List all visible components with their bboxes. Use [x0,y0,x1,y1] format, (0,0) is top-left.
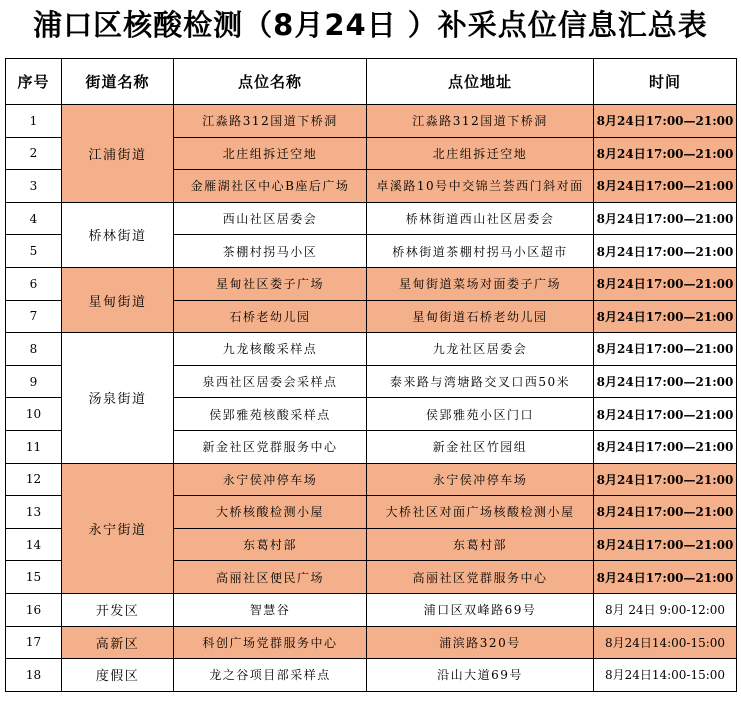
header-time: 时间 [594,59,737,105]
seq-cell: 13 [6,496,62,529]
point-name-cell: 石桥老幼儿园 [174,300,367,333]
point-name-cell: 金雁湖社区中心B座后广场 [174,170,367,203]
point-address-cell: 大桥社区对面广场核酸检测小屋 [367,496,594,529]
seq-cell: 16 [6,593,62,626]
point-address-cell: 卓溪路10号中交锦兰荟西门斜对面 [367,170,594,203]
point-name-cell: 大桥核酸检测小屋 [174,496,367,529]
point-name-cell: 高丽社区便民广场 [174,561,367,594]
street-cell: 桥林街道 [62,202,174,267]
point-name-cell: 新金社区党群服务中心 [174,430,367,463]
seq-cell: 8 [6,333,62,366]
point-name-cell: 智慧谷 [174,593,367,626]
table-row [6,267,737,300]
time-cell: 8月 24日 9:00-12:00 [594,593,737,626]
time-cell: 8月24日17:00—21:00 [594,202,737,235]
header-point-address: 点位地址 [367,59,594,105]
time-cell: 8月24日17:00—21:00 [594,170,737,203]
point-address-cell: 桥林街道西山社区居委会 [367,202,594,235]
point-address-cell: 浦滨路320号 [367,626,594,659]
street-cell: 高新区 [62,626,174,659]
point-name-cell: 侯郢雅苑核酸采样点 [174,398,367,431]
street-cell: 开发区 [62,593,174,626]
street-cell: 星甸街道 [62,267,174,332]
point-name-cell: 江淼路312国道下桥洞 [174,105,367,138]
seq-cell: 15 [6,561,62,594]
header-street: 街道名称 [62,59,174,105]
seq-cell: 6 [6,267,62,300]
point-name-cell: 东葛村部 [174,528,367,561]
table-row [6,333,737,366]
seq-cell: 17 [6,626,62,659]
point-address-cell: 星甸街道菜场对面娄子广场 [367,267,594,300]
seq-cell: 7 [6,300,62,333]
point-address-cell: 东葛村部 [367,528,594,561]
table-row [6,202,737,235]
point-address-cell: 九龙社区居委会 [367,333,594,366]
time-cell: 8月24日17:00—21:00 [594,398,737,431]
point-address-cell: 星甸街道石桥老幼儿园 [367,300,594,333]
time-cell: 8月24日17:00—21:00 [594,430,737,463]
point-name-cell: 泉西社区居委会采样点 [174,365,367,398]
time-cell: 8月24日17:00—21:00 [594,300,737,333]
table-header-row [6,59,737,105]
page-title: 浦口区核酸检测（8月24日 ）补采点位信息汇总表 [33,8,708,42]
point-address-cell: 浦口区双峰路69号 [367,593,594,626]
info-table [5,58,737,692]
time-cell: 8月24日17:00—21:00 [594,267,737,300]
time-cell: 8月24日17:00—21:00 [594,463,737,496]
table-body [6,105,737,692]
point-address-cell: 北庄组拆迁空地 [367,137,594,170]
time-cell: 8月24日17:00—21:00 [594,137,737,170]
time-cell: 8月24日17:00—21:00 [594,561,737,594]
street-cell: 江浦街道 [62,105,174,203]
point-name-cell: 北庄组拆迁空地 [174,137,367,170]
point-name-cell: 龙之谷项目部采样点 [174,659,367,692]
point-address-cell: 江淼路312国道下桥洞 [367,105,594,138]
time-cell: 8月24日17:00—21:00 [594,105,737,138]
seq-cell: 10 [6,398,62,431]
point-name-cell: 九龙核酸采样点 [174,333,367,366]
time-cell: 8月24日17:00—21:00 [594,528,737,561]
point-name-cell: 西山社区居委会 [174,202,367,235]
seq-cell: 1 [6,105,62,138]
time-cell: 8月24日17:00—21:00 [594,333,737,366]
header-point-name: 点位名称 [174,59,367,105]
point-address-cell: 新金社区竹园组 [367,430,594,463]
time-cell: 8月24日17:00—21:00 [594,235,737,268]
table-row [6,626,737,659]
seq-cell: 18 [6,659,62,692]
point-address-cell: 高丽社区党群服务中心 [367,561,594,594]
point-name-cell: 永宁侯冲停车场 [174,463,367,496]
time-cell: 8月24日17:00—21:00 [594,496,737,529]
street-cell: 汤泉街道 [62,333,174,463]
seq-cell: 14 [6,528,62,561]
point-address-cell: 沿山大道69号 [367,659,594,692]
seq-cell: 9 [6,365,62,398]
table-row [6,105,737,138]
point-address-cell: 桥林街道茶棚村拐马小区超市 [367,235,594,268]
point-name-cell: 星甸社区娄子广场 [174,267,367,300]
time-cell: 8月24日17:00—21:00 [594,365,737,398]
point-name-cell: 茶棚村拐马小区 [174,235,367,268]
street-cell: 永宁街道 [62,463,174,593]
time-cell: 8月24日14:00-15:00 [594,626,737,659]
point-address-cell: 泰来路与湾塘路交叉口西50米 [367,365,594,398]
table-row [6,463,737,496]
table-row [6,659,737,692]
seq-cell: 4 [6,202,62,235]
point-address-cell: 永宁侯冲停车场 [367,463,594,496]
street-cell: 度假区 [62,659,174,692]
table-row [6,593,737,626]
seq-cell: 11 [6,430,62,463]
seq-cell: 2 [6,137,62,170]
header-seq: 序号 [6,59,62,105]
point-address-cell: 侯郢雅苑小区门口 [367,398,594,431]
seq-cell: 12 [6,463,62,496]
seq-cell: 3 [6,170,62,203]
seq-cell: 5 [6,235,62,268]
time-cell: 8月24日14:00-15:00 [594,659,737,692]
point-name-cell: 科创广场党群服务中心 [174,626,367,659]
